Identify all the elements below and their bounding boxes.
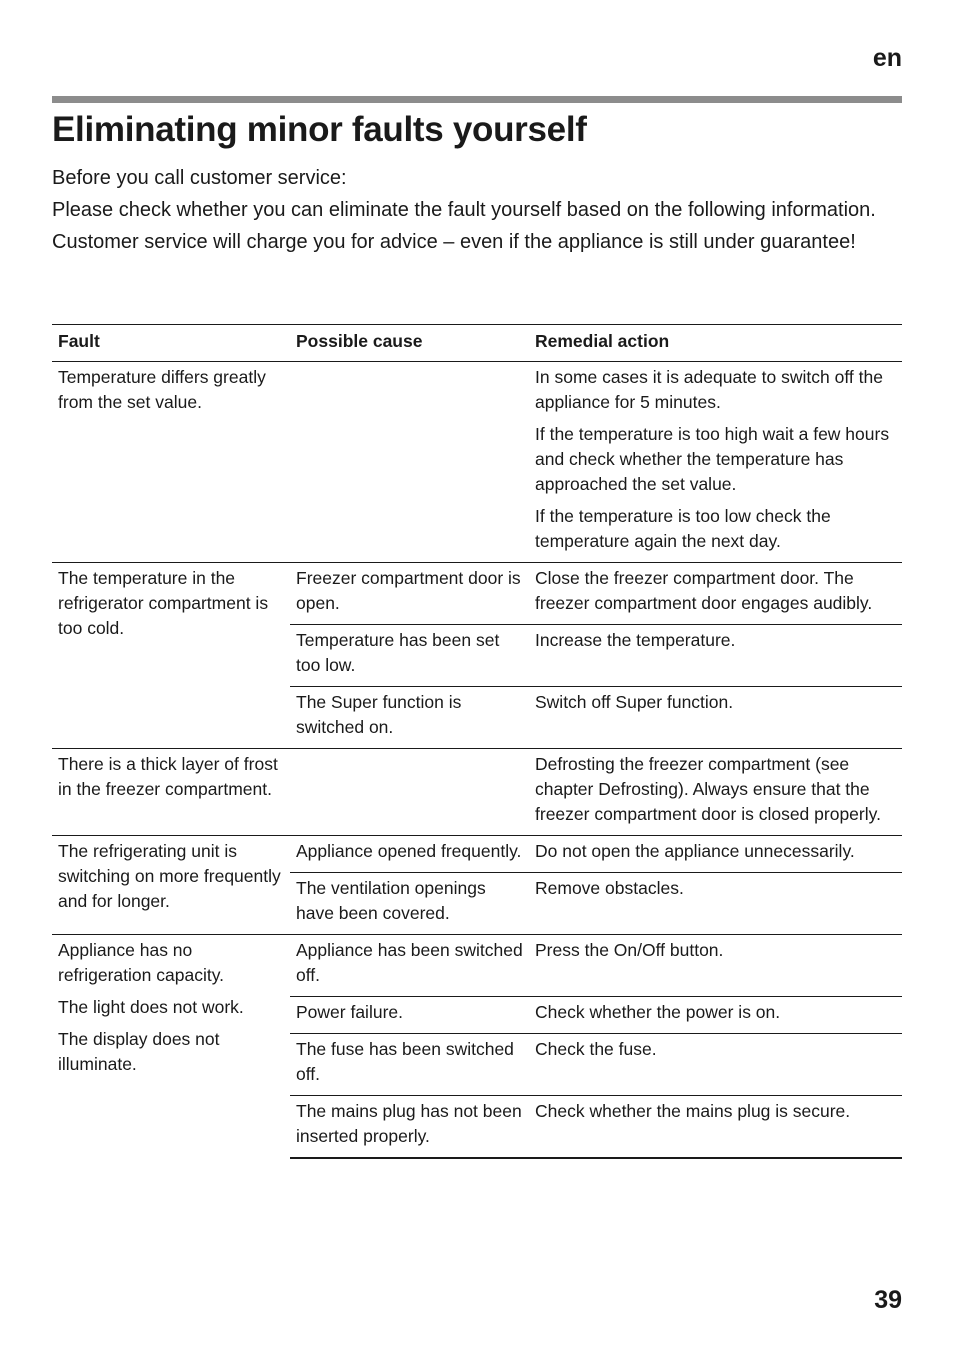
fault-text: Temperature differs greatly from the set value. (58, 367, 266, 412)
cause-cell (290, 749, 529, 836)
cause-cell: Temperature has been set too low. (290, 625, 529, 687)
header-fault: Fault (52, 325, 290, 362)
intro-paragraph: Customer service will charge you for advice – even if the appliance is still under guarantee! (52, 231, 856, 253)
language-label: en (872, 44, 902, 72)
action-text: If the temperature is too low check the temperature again the next day. (535, 506, 831, 551)
action-cell: Do not open the appliance unnecessarily. (529, 836, 902, 873)
table-row (52, 935, 902, 997)
cause-cell: Freezer compartment door is open. (290, 563, 529, 625)
cause-cell: The fuse has been switched off. (290, 1034, 529, 1096)
cause-cell: Appliance has been switched off. (290, 935, 529, 997)
intro-paragraph: Please check whether you can eliminate the fault yourself based on the following information. (52, 199, 876, 221)
header-remedial-action: Remedial action (529, 325, 902, 362)
cause-cell: Appliance opened frequently. (290, 836, 529, 873)
table-row (52, 836, 902, 873)
action-cell: Remove obstacles. (529, 873, 902, 935)
action-text: In some cases it is adequate to switch off the appliance for 5 minutes. (535, 367, 883, 412)
header-rule (52, 96, 902, 103)
fault-text: The display does not illuminate. (58, 1029, 220, 1074)
cause-cell: The Super function is switched on. (290, 687, 529, 749)
fault-cell: There is a thick layer of frost in the freezer compartment. (52, 749, 290, 836)
action-cell: Defrosting the freezer compartment (see chapter Defrosting). Always ensure that the freezer compartment door is closed properly. (529, 749, 902, 836)
header-possible-cause: Possible cause (290, 325, 529, 362)
action-cell (529, 362, 902, 563)
page-title: Eliminating minor faults yourself (52, 110, 587, 149)
fault-cell (52, 362, 290, 563)
fault-table (52, 324, 902, 1159)
action-cell: Check whether the mains plug is secure. (529, 1096, 902, 1159)
cause-cell: The ventilation openings have been covered. (290, 873, 529, 935)
action-cell: Press the On/Off button. (529, 935, 902, 997)
action-cell: Switch off Super function. (529, 687, 902, 749)
intro-text (52, 166, 902, 262)
fault-cell (52, 935, 290, 1159)
table-header-row (52, 325, 902, 362)
fault-text: The light does not work. (58, 997, 244, 1017)
fault-cell (52, 563, 290, 749)
fault-text: The temperature in the refrigerator compartment is too cold. (58, 568, 269, 638)
table-row (52, 362, 902, 563)
intro-paragraph: Before you call customer service: (52, 167, 347, 189)
page-number: 39 (874, 1286, 902, 1314)
table-row (52, 749, 902, 836)
action-cell: Increase the temperature. (529, 625, 902, 687)
cause-cell (290, 362, 529, 563)
action-cell: Check whether the power is on. (529, 997, 902, 1034)
action-text: If the temperature is too high wait a few hours and check whether the temperature has approached the set value. (535, 424, 890, 494)
action-cell: Check the fuse. (529, 1034, 902, 1096)
fault-cell: The refrigerating unit is switching on more frequently and for longer. (52, 836, 290, 935)
cause-cell: The mains plug has not been inserted properly. (290, 1096, 529, 1159)
action-cell: Close the freezer compartment door. The freezer compartment door engages audibly. (529, 563, 902, 625)
cause-cell: Power failure. (290, 997, 529, 1034)
fault-text: Appliance has no refrigeration capacity. (58, 940, 225, 985)
table-row (52, 563, 902, 625)
